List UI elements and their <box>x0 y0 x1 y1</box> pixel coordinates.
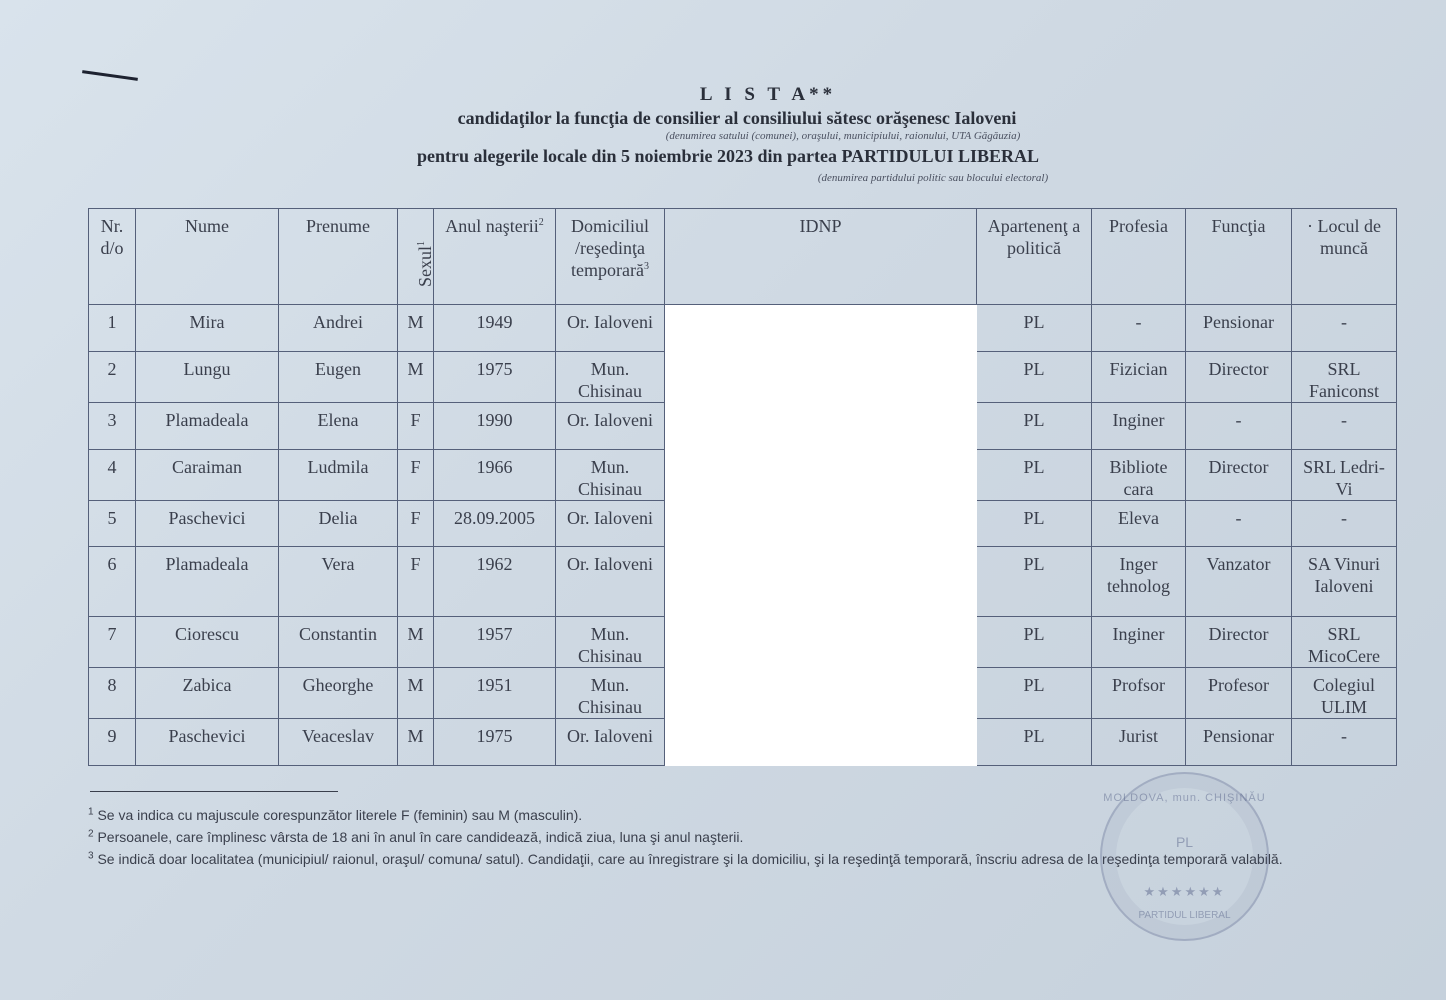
cell-locul: - <box>1292 403 1397 450</box>
cell-idnp-redacted <box>665 450 977 501</box>
cell-profesia: Inginer <box>1092 403 1186 450</box>
cell-sex: F <box>398 547 434 617</box>
table-row <box>89 352 1397 403</box>
cell-functia: - <box>1186 501 1292 547</box>
cell-functia: Director <box>1186 617 1292 668</box>
cell-locul: - <box>1292 719 1397 766</box>
cell-sex: M <box>398 668 434 719</box>
cell-apartenenta: PL <box>977 501 1092 547</box>
cell-prenume: Vera <box>279 547 398 617</box>
footnote-divider <box>90 791 338 792</box>
document-title: L I S T A** <box>699 84 837 105</box>
cell-apartenenta: PL <box>977 450 1092 501</box>
col-domiciliu: Domiciliul /reşedinţa temporară$^3$ <box>556 209 665 305</box>
cell-anul: 1957 <box>434 617 556 668</box>
col-nume: Nume <box>136 209 279 305</box>
cell-profesia: Jurist <box>1092 719 1186 766</box>
table-row <box>89 668 1397 719</box>
cell-sex: F <box>398 450 434 501</box>
cell-domiciliu: Or. Ialoveni <box>556 403 665 450</box>
cell-locul: SRL Ledri-Vi <box>1292 450 1397 501</box>
col-sex: Sexul$^1$ <box>398 209 434 305</box>
cell-apartenenta: PL <box>977 719 1092 766</box>
stamp-stars-icon: ★★★★★★ <box>1143 884 1226 899</box>
footnote-2: $^2$ Persoanele, care împlinesc vârsta de 18 ani în anul în care candidează, indică ziua, luna şi anul naşterii. <box>88 828 744 845</box>
cell-domiciliu: Mun. Chisinau <box>556 668 665 719</box>
cell-apartenenta: PL <box>977 352 1092 403</box>
cell-locul: - <box>1292 305 1397 352</box>
cell-anul: 1966 <box>434 450 556 501</box>
cell-prenume: Elena <box>279 403 398 450</box>
cell-locul: SRL Faniconst <box>1292 352 1397 403</box>
cell-nume: Paschevici <box>136 719 279 766</box>
footnote-1: $^1$ Se va indica cu majuscule corespunzător literele F (feminin) sau M (masculin). <box>88 806 583 823</box>
cell-sex: M <box>398 305 434 352</box>
cell-apartenenta: PL <box>977 403 1092 450</box>
cell-anul: 1949 <box>434 305 556 352</box>
stamp-mid-text: PL <box>1175 834 1194 850</box>
cell-nume: Paschevici <box>136 501 279 547</box>
cell-profesia: Inginer <box>1092 617 1186 668</box>
cell-domiciliu: Or. Ialoveni <box>556 547 665 617</box>
cell-profesia: Eleva <box>1092 501 1186 547</box>
cell-prenume: Constantin <box>279 617 398 668</box>
cell-idnp-redacted <box>665 547 977 617</box>
cell-functia: - <box>1186 403 1292 450</box>
cell-anul: 1951 <box>434 668 556 719</box>
cell-sex: F <box>398 403 434 450</box>
cell-nr: 2 <box>89 352 136 403</box>
cell-profesia: - <box>1092 305 1186 352</box>
cell-apartenenta: PL <box>977 668 1092 719</box>
cell-functia: Director <box>1186 450 1292 501</box>
footnote-3: $^3$ Se indică doar localitatea (municipiul/ raionul, oraşul/ comuna/ satul). Candidaţii, care au înregistrare şi la domiciliu, şi la reşedinţă temporară, înscriu adresa de la reşedinţa temporară valabilă. <box>88 850 1283 867</box>
cell-nr: 4 <box>89 450 136 501</box>
cell-nume: Lungu <box>136 352 279 403</box>
cell-nr: 5 <box>89 501 136 547</box>
cell-apartenenta: PL <box>977 547 1092 617</box>
subtitle-note: (denumirea satului (comunei), oraşului, municipiului, raionului, UTA Găgăuzia) <box>665 130 1021 142</box>
table-row <box>89 547 1397 617</box>
cell-idnp-redacted <box>665 668 977 719</box>
cell-nr: 1 <box>89 305 136 352</box>
cell-idnp-redacted <box>665 719 977 766</box>
table-row <box>89 403 1397 450</box>
col-locul: · Locul de muncă <box>1292 209 1397 305</box>
cell-idnp-redacted <box>665 403 977 450</box>
cell-functia: Vanzator <box>1186 547 1292 617</box>
table-row <box>89 305 1397 352</box>
table-header-row <box>89 209 1397 305</box>
cell-idnp-redacted <box>665 352 977 403</box>
candidates-table <box>88 208 1397 766</box>
col-idnp: IDNP <box>665 209 977 305</box>
stamp-top-text: MOLDOVA, mun. CHIŞINĂU <box>1103 792 1266 804</box>
col-anul: Anul naşterii$^2$ <box>434 209 556 305</box>
cell-sex: M <box>398 719 434 766</box>
cell-locul: Colegiul ULIM <box>1292 668 1397 719</box>
cell-prenume: Veaceslav <box>279 719 398 766</box>
cell-domiciliu: Mun. Chisinau <box>556 352 665 403</box>
cell-profesia: Bibliote cara <box>1092 450 1186 501</box>
cell-idnp-redacted <box>665 501 977 547</box>
cell-prenume: Ludmila <box>279 450 398 501</box>
cell-nume: Ciorescu <box>136 617 279 668</box>
cell-nume: Plamadeala <box>136 547 279 617</box>
cell-nume: Mira <box>136 305 279 352</box>
stamp-bottom-text: PARTIDUL LIBERAL <box>1138 910 1231 921</box>
cell-locul: SRL MicoCere <box>1292 617 1397 668</box>
cell-nr: 6 <box>89 547 136 617</box>
cell-anul: 1990 <box>434 403 556 450</box>
cell-prenume: Andrei <box>279 305 398 352</box>
cell-domiciliu: Or. Ialoveni <box>556 501 665 547</box>
col-nr: Nr. d/o <box>89 209 136 305</box>
col-functia: Funcţia <box>1186 209 1292 305</box>
cell-profesia: Inger tehnolog <box>1092 547 1186 617</box>
party-stamp <box>1100 772 1269 941</box>
cell-idnp-redacted <box>665 305 977 352</box>
cell-prenume: Eugen <box>279 352 398 403</box>
col-profesia: Profesia <box>1092 209 1186 305</box>
cell-domiciliu: Or. Ialoveni <box>556 305 665 352</box>
cell-nr: 7 <box>89 617 136 668</box>
cell-prenume: Gheorghe <box>279 668 398 719</box>
cell-anul: 1962 <box>434 547 556 617</box>
cell-nume: Plamadeala <box>136 403 279 450</box>
cell-prenume: Delia <box>279 501 398 547</box>
cell-functia: Profesor <box>1186 668 1292 719</box>
cell-profesia: Profsor <box>1092 668 1186 719</box>
cell-idnp-redacted <box>665 617 977 668</box>
cell-domiciliu: Mun. Chisinau <box>556 617 665 668</box>
election-line: pentru alegerile locale din 5 noiembrie 2023 din partea PARTIDULUI LIBERAL <box>416 146 1040 166</box>
table-row <box>89 617 1397 668</box>
cell-anul: 1975 <box>434 719 556 766</box>
cell-apartenenta: PL <box>977 305 1092 352</box>
table-row <box>89 450 1397 501</box>
cell-domiciliu: Or. Ialoveni <box>556 719 665 766</box>
cell-anul: 1975 <box>434 352 556 403</box>
cell-nr: 9 <box>89 719 136 766</box>
election-note: (denumirea partidului politic sau blocului electoral) <box>817 172 1049 184</box>
cell-nr: 3 <box>89 403 136 450</box>
cell-functia: Pensionar <box>1186 719 1292 766</box>
cell-locul: SA Vinuri Ialoveni <box>1292 547 1397 617</box>
cell-functia: Pensionar <box>1186 305 1292 352</box>
cell-nume: Zabica <box>136 668 279 719</box>
col-prenume: Prenume <box>279 209 398 305</box>
cell-profesia: Fizician <box>1092 352 1186 403</box>
cell-sex: M <box>398 352 434 403</box>
cell-locul: - <box>1292 501 1397 547</box>
cell-nr: 8 <box>89 668 136 719</box>
table-row <box>89 501 1397 547</box>
cell-sex: M <box>398 617 434 668</box>
cell-anul: 28.09.2005 <box>434 501 556 547</box>
cell-functia: Director <box>1186 352 1292 403</box>
cell-domiciliu: Mun. Chisinau <box>556 450 665 501</box>
table-row <box>89 719 1397 766</box>
cell-apartenenta: PL <box>977 617 1092 668</box>
col-apartenenta: Apartenenţ a politică <box>977 209 1092 305</box>
cell-nume: Caraiman <box>136 450 279 501</box>
cell-sex: F <box>398 501 434 547</box>
document-subtitle: candidaţilor la funcţia de consilier al consiliului sătesc orăşenesc Ialoveni <box>457 108 1017 128</box>
